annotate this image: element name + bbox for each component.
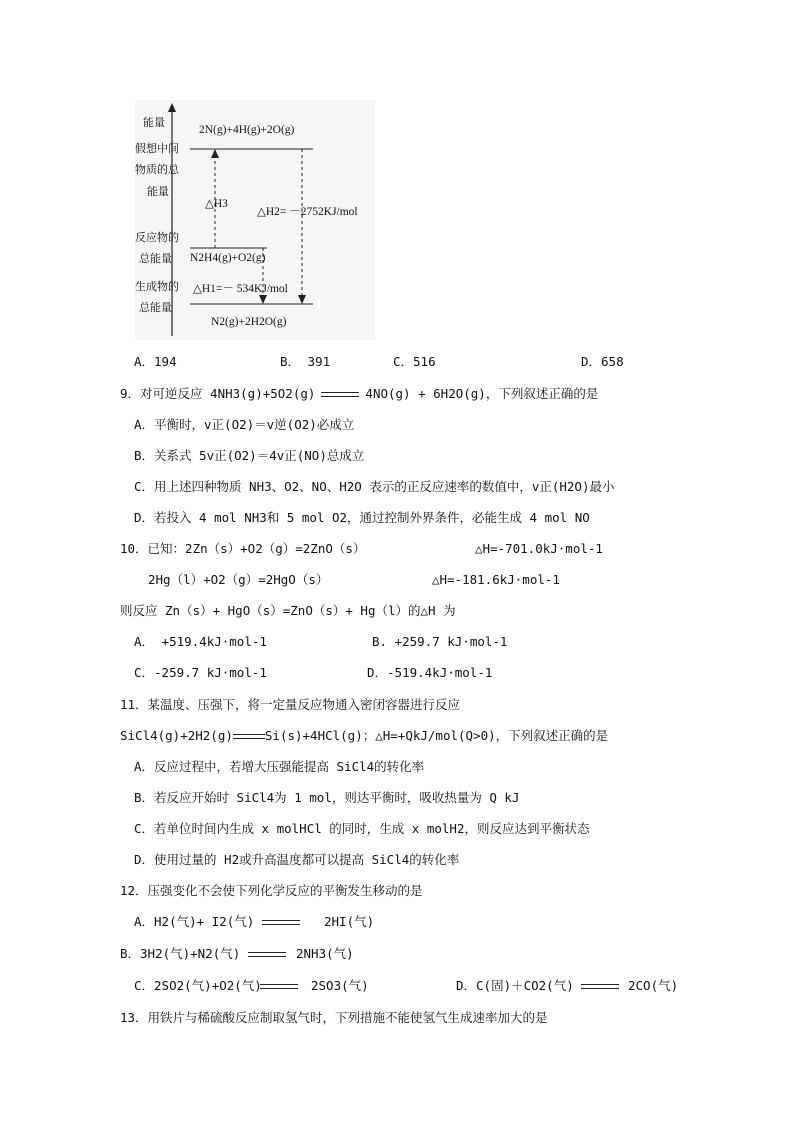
q9-option-d: D．若投入 4 mol NH3和 5 mol O2，通过控制外界条件，必能生成 4 mol NO xyxy=(134,510,590,525)
q10-option-a: A． +519.4kJ·mol-1 xyxy=(134,634,267,649)
y-axis-label: 能量 xyxy=(143,116,165,129)
q10-line2: 2Hg（l）+O2（g）=2HgO（s） xyxy=(148,572,329,587)
q12-option-a-left: A．H2(气)+ I2(气) xyxy=(134,914,255,929)
top-species: 2N(g)+4H(g)+2O(g) xyxy=(199,124,295,136)
reversible-arrow-icon xyxy=(233,732,265,742)
energy-diagram xyxy=(135,100,375,340)
q8-option-c: C．516 xyxy=(393,354,436,369)
reactants-label: N2H4(g)+O2(g) xyxy=(190,252,266,264)
dh2-label: △H2= －2752KJ/mol xyxy=(257,206,358,218)
reversible-arrow-icon xyxy=(248,950,286,960)
q12-option-b-right: 2NH3(气) xyxy=(296,946,354,961)
q10-line1-dh: △H=-701.0kJ·mol-1 xyxy=(475,541,603,556)
q10-option-b: B. +259.7 kJ·mol-1 xyxy=(372,634,508,649)
q12-option-c-right: 2SO3(气) xyxy=(311,978,369,993)
level-label-7: 总能量 xyxy=(139,301,172,314)
q10-option-c: C．-259.7 kJ·mol-1 xyxy=(134,665,267,680)
q10-line2-dh: △H=-181.6kJ·mol-1 xyxy=(432,572,560,587)
dh3-label: △H3 xyxy=(205,198,228,210)
q12-option-b-left: B．3H2(气)+N2(气) xyxy=(120,946,241,961)
q10-option-d: D．-519.4kJ·mol-1 xyxy=(367,665,493,680)
reversible-arrow-icon xyxy=(321,390,359,400)
q11-option-c: C．若单位时间内生成 x molHCl 的同时，生成 x molH2，则反应达到平衡状态 xyxy=(134,821,590,836)
level-label-2: 物质的总 xyxy=(135,163,179,176)
q9-option-a: A．平衡时，v正(O2)＝v逆(O2)必成立 xyxy=(134,417,355,432)
products-label: N2(g)+2H2O(g) xyxy=(211,316,287,328)
q12-stem: 12．压强变化不会使下列化学反应的平衡发生移动的是 xyxy=(120,883,423,898)
q10-line1: 10．已知：2Zn（s）+O2（g）=2ZnO（s） xyxy=(120,541,366,556)
q11-option-a: A．反应过程中，若增大压强能提高 SiCl4的转化率 xyxy=(134,759,425,774)
reversible-arrow-icon xyxy=(581,982,619,992)
q9-option-b: B．关系式 5v正(O2)＝4v正(NO)总成立 xyxy=(134,448,365,463)
q9-stem-prefix: 9．对可逆反应 4NH3(g)+5O2(g) xyxy=(120,386,316,401)
level-label-4: 反应物的 xyxy=(135,231,179,244)
level-label-1: 假想中间 xyxy=(135,142,179,155)
q12-option-d-right: 2CO(气) xyxy=(628,978,679,993)
q12-option-a-right: 2HI(气) xyxy=(324,914,375,929)
q9-option-c: C．用上述四种物质 NH3、O2、NO、H2O 表示的正反应速率的数值中，v正(H2O)最小 xyxy=(134,479,615,494)
q11-option-d: D．使用过量的 H2或升高温度都可以提高 SiCl4的转化率 xyxy=(134,852,460,867)
q9-stem xyxy=(120,385,598,403)
q9-stem-suffix: 4NO(g) + 6H2O(g)，下列叙述正确的是 xyxy=(365,386,599,401)
q13-stem: 13．用铁片与稀硫酸反应制取氢气时，下列措施不能使氢气生成速率加大的是 xyxy=(120,1010,548,1025)
level-label-3: 能量 xyxy=(147,185,169,198)
q11-stem-line2 xyxy=(120,727,608,745)
q11-stem2-suffix: Si(s)+4HCl(g)；△H=+QkJ/mol(Q>0)，下列叙述正确的是 xyxy=(264,728,609,743)
reversible-arrow-icon xyxy=(262,918,300,928)
q10-line3: 则反应 Zn（s）+ HgO（s）=ZnO（s）+ Hg（l）的△H 为 xyxy=(120,603,456,618)
reversible-arrow-icon xyxy=(260,982,298,992)
q11-stem2-prefix: SiCl4(g)+2H2(g) xyxy=(120,728,233,743)
q12-option-d-left: D．C(固)＋CO2(气) xyxy=(456,978,574,993)
q8-option-b: B． 391 xyxy=(280,354,331,369)
level-label-5: 总能量 xyxy=(139,252,172,265)
q11-option-b: B．若反应开始时 SiCl4为 1 mol，则达平衡时，吸收热量为 Q kJ xyxy=(134,790,520,805)
dh1-label: △H1=－ 534KJ/mol xyxy=(193,283,288,295)
level-label-6: 生成物的 xyxy=(135,280,179,293)
q11-stem-line1: 11．某温度、压强下，将一定量反应物通入密闭容器进行反应 xyxy=(120,697,461,712)
q12-option-c-left: C．2SO2(气)+O2(气) xyxy=(134,978,262,993)
q8-option-d: D．658 xyxy=(581,354,624,369)
q8-option-a: A．194 xyxy=(134,354,177,369)
